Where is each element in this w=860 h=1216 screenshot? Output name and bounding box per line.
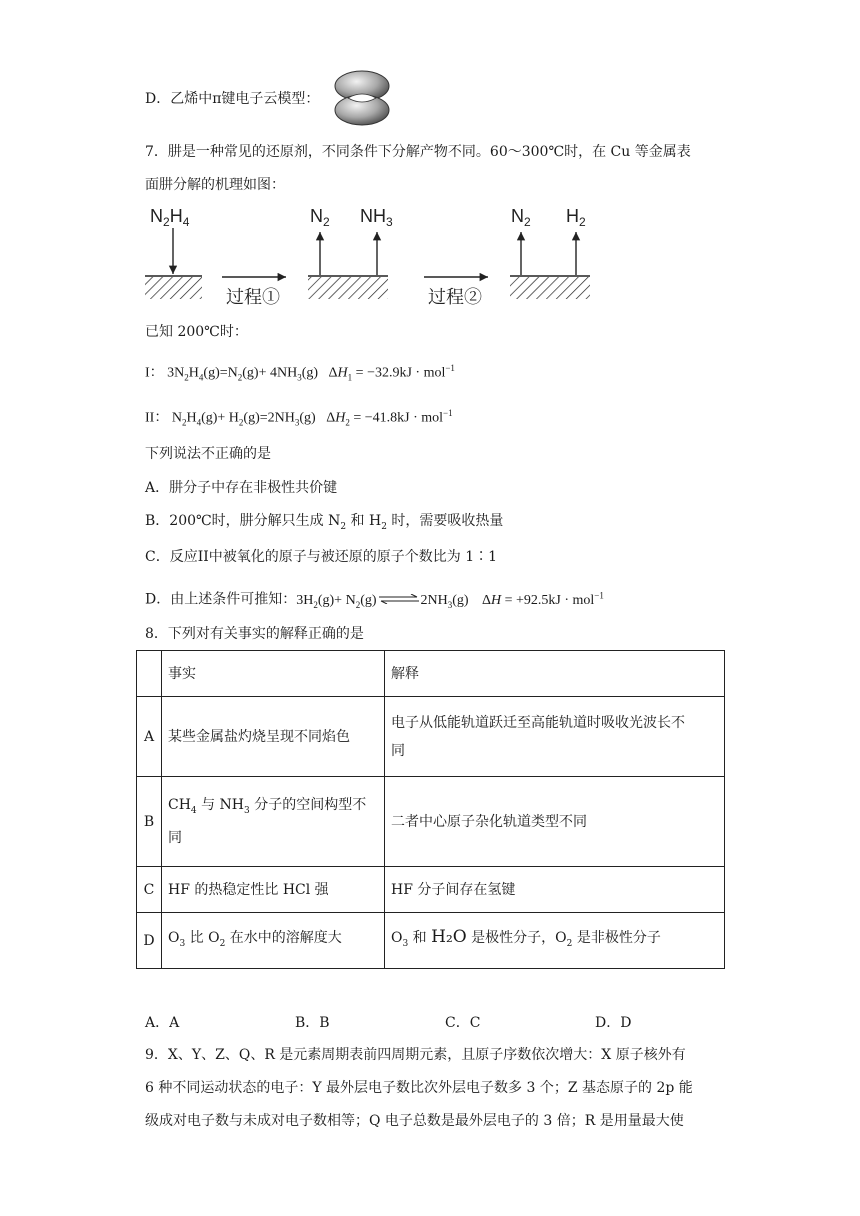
table-row: A 某些金属盐灼烧呈现不同焰色 电子从低能轨道跃迁至高能轨道时吸收光波长不 同 [137,697,725,777]
q8-option-b[interactable]: B．B [295,1015,330,1031]
svg-text:NH3: $NH_3$ [360,206,393,229]
q9-line3: 级成对电子数与未成对电子数相等；Q 电子总数是最外层电子的 3 倍；R 是用量最大使 [145,1113,684,1129]
table-row: D $O_3$ 比 $O_2$ 在水中的溶解度大 $O_3$ 和 H₂O 是极性分子，$O_2$ 是非极性分子 [137,913,725,969]
process-2-label: 过程② [428,287,482,307]
q7-stem-line2: 面肼分解的机理如图： [145,177,285,193]
table-header-row [137,651,725,697]
q7-option-d: D．由上述条件可推知：$3H_2(g)+ N_2(g)$ $2NH_3(g)$ ΔH = +92.5kJ · mol$^{-1}$ [145,590,604,610]
q8-option-c[interactable]: C．C [445,1015,481,1031]
q7-known: 已知 200℃时： [145,324,248,340]
svg-text:N2: $N_2$ [511,206,531,229]
q7-equation-2: II： $N_2H_4(g)+ H_2(g)=2NH_3(g) \Delta H_2 = -41.8kJ \cdot mol^{-1}$ [145,408,453,428]
table-row: C HF 的热稳定性比 HCl 强 HF 分子间存在氢键 [137,867,725,913]
process-1-label: 过程① [226,287,280,307]
q7-option-c: C．反应II中被氧化的原子与被还原的原子个数比为 1∶1 [145,549,498,565]
q8-stem: 8．下列对有关事实的解释正确的是 [145,626,364,642]
header-fact: 事实 [162,651,385,697]
q7-equation-1: I： $3N_2H_4(g)=N_2(g)+ 4NH_3(g) \Delta H_1 = -32.9kJ \cdot mol^{-1}$ [145,363,455,383]
table-row: B $CH_4$ 与 $NH_3$ 分子的空间构型不 同 二者中心原子杂化轨道类型不同 [137,777,725,867]
q8-option-a[interactable]: A．A [145,1015,180,1031]
q7-option-b: B．200℃时，肼分解只生成 $N_2$ 和 $H_2$ 时，需要吸收热量 [145,513,504,532]
reactant-label: $N_2H_4$ [150,206,190,229]
q9-line2: 6 种不同运动状态的电子：Y 最外层电子数比次外层电子数多 3 个；Z 基态原子的 2p 能 [145,1080,693,1096]
facts-table [136,650,725,969]
pi-bond-electron-cloud-icon [333,70,391,126]
header-explain: 解释 [385,651,725,697]
q8-option-d[interactable]: D．D [595,1015,632,1031]
svg-text:N2: $N_2$ [310,206,330,229]
q7-question: 下列说法不正确的是 [145,446,271,462]
q7-stem-line1: 7．肼是一种常见的还原剂，不同条件下分解产物不同。60～300℃时，在 Cu 等金属表 [145,144,691,160]
hydrazine-decomposition-diagram [140,200,600,312]
q7-option-a: A．肼分子中存在非极性共价键 [145,480,338,496]
svg-text:H2: $H_2$ [566,206,586,229]
q6-option-d: D．乙烯中π键电子云模型： [145,91,320,107]
equilibrium-arrow-icon [379,594,419,604]
q9-line1: 9．X、Y、Z、Q、R 是元素周期表前四周期元素，且原子序数依次增大：X 原子核外有 [145,1047,686,1063]
